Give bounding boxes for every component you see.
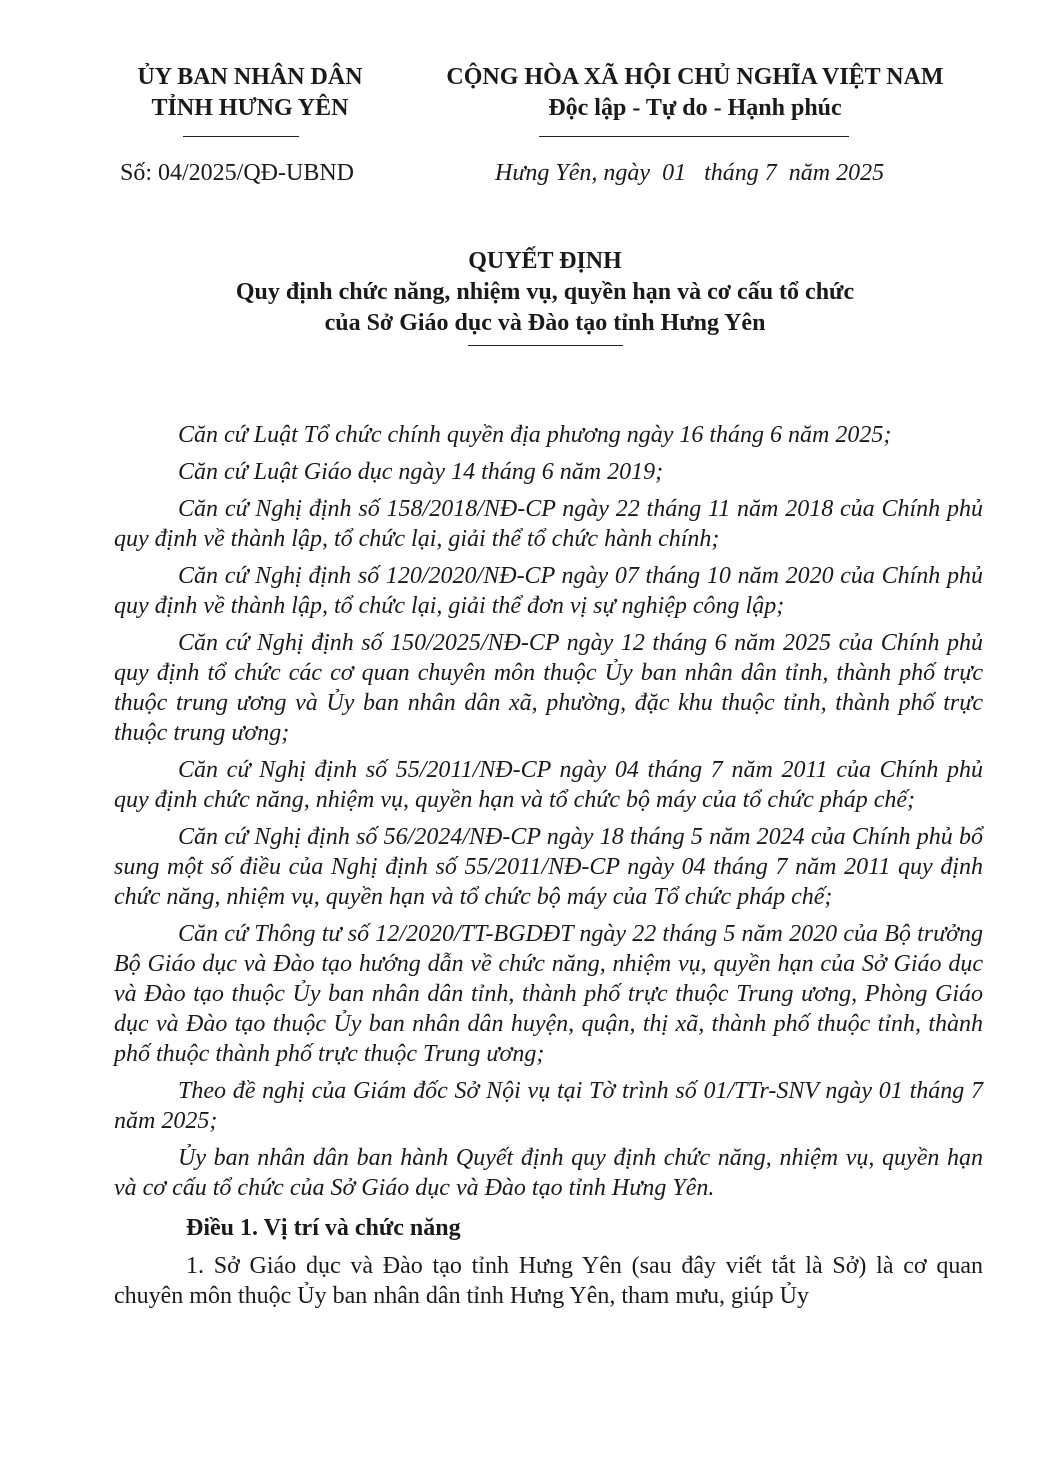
article-1-clause-1: 1. Sở Giáo dục và Đào tạo tỉnh Hưng Yên (sau đây viết tắt là Sở) là cơ quan chuyên môn thuộc Ủy ban nhân dân tỉnh Hưng Yên, tham mưu, giúp Ủy xyxy=(114,1253,983,1309)
issuing-agency xyxy=(100,62,400,124)
preamble-paragraph: Căn cứ Nghị định số 56/2024/NĐ-CP ngày 18 tháng 5 năm 2024 của Chính phủ bổ sung một số điều của Nghị định số 55/2011/NĐ-CP ngày 04 tháng 7 năm 2011 quy định chức năng, nhiệm vụ, quyền hạn và tổ chức bộ máy của Tổ chức pháp chế; xyxy=(114,824,983,910)
agency-line-2: TỈNH HƯNG YÊN xyxy=(151,95,349,121)
preamble-paragraph: Theo đề nghị của Giám đốc Sở Nội vụ tại Tờ trình số 01/TTr-SNV ngày 01 tháng 7 năm 2025; xyxy=(114,1078,983,1134)
title-subtitle-1: Quy định chức năng, nhiệm vụ, quyền hạn và cơ cấu tổ chức xyxy=(235,279,855,305)
preamble-paragraph: Căn cứ Nghị định số 150/2025/NĐ-CP ngày 12 tháng 6 năm 2025 của Chính phủ quy định tổ chức các cơ quan chuyên môn thuộc Ủy ban nhân dân tỉnh, thành phố trực thuộc trung ương và Ủy ban nhân dân xã, phường, đặc khu thuộc tỉnh, thành phố trực thuộc trung ương; xyxy=(114,630,983,746)
preamble-paragraph: Căn cứ Nghị định số 158/2018/NĐ-CP ngày 22 tháng 11 năm 2018 của Chính phủ quy định về thành lập, tổ chức lại, giải thể tổ chức hành chính; xyxy=(114,496,983,552)
document-number: Số: 04/2025/QĐ-UBND xyxy=(120,160,355,186)
title-subtitle-2: của Sở Giáo dục và Đào tạo tỉnh Hưng Yên xyxy=(324,310,766,336)
preamble-paragraph: Căn cứ Nghị định số 120/2020/NĐ-CP ngày 07 tháng 10 năm 2020 của Chính phủ quy định về thành lập, tổ chức lại, giải thể đơn vị sự nghiệp công lập; xyxy=(114,563,983,619)
agency-underline xyxy=(183,136,299,137)
article-1-heading: Điều 1. Vị trí và chức năng xyxy=(186,1215,461,1241)
agency-line-1: ỦY BAN NHÂN DÂN xyxy=(137,64,363,90)
preamble-paragraph: Căn cứ Thông tư số 12/2020/TT-BGDĐT ngày 22 tháng 5 năm 2020 của Bộ trưởng Bộ Giáo dục và Đào tạo hướng dẫn về chức năng, nhiệm vụ, quyền hạn của Sở Giáo dục và Đào tạo thuộc Ủy ban nhân dân tỉnh, thành phố trực thuộc Trung ương, Phòng Giáo dục và Đào tạo thuộc Ủy ban nhân dân huyện, quận, thị xã, thành phố thuộc tỉnh, thành phố thuộc thành phố trực thuộc Trung ương; xyxy=(114,921,983,1067)
decision-title xyxy=(100,246,990,339)
place-and-date: Hưng Yên, ngày 01 tháng 7 năm 2025 xyxy=(495,160,885,186)
preamble-paragraph: Căn cứ Luật Giáo dục ngày 14 tháng 6 năm 2019; xyxy=(178,459,664,485)
preamble-paragraph: Ủy ban nhân dân ban hành Quyết định quy định chức năng, nhiệm vụ, quyền hạn và cơ cấu tổ chức của Sở Giáo dục và Đào tạo tỉnh Hưng Yên. xyxy=(114,1145,983,1201)
title-main: QUYẾT ĐỊNH xyxy=(468,248,622,274)
preamble-paragraph: Căn cứ Luật Tổ chức chính quyền địa phương ngày 16 tháng 6 năm 2025; xyxy=(178,422,892,448)
title-underline xyxy=(468,345,623,346)
national-motto xyxy=(405,62,985,124)
motto: Độc lập - Tự do - Hạnh phúc xyxy=(548,95,842,121)
motto-underline xyxy=(539,136,849,137)
nation-name: CỘNG HÒA XÃ HỘI CHỦ NGHĨA VIỆT NAM xyxy=(446,64,944,90)
preamble-paragraph: Căn cứ Nghị định số 55/2011/NĐ-CP ngày 04 tháng 7 năm 2011 của Chính phủ quy định chức năng, nhiệm vụ, quyền hạn và tổ chức bộ máy của tổ chức pháp chế; xyxy=(114,757,983,813)
document-body xyxy=(114,420,983,1311)
